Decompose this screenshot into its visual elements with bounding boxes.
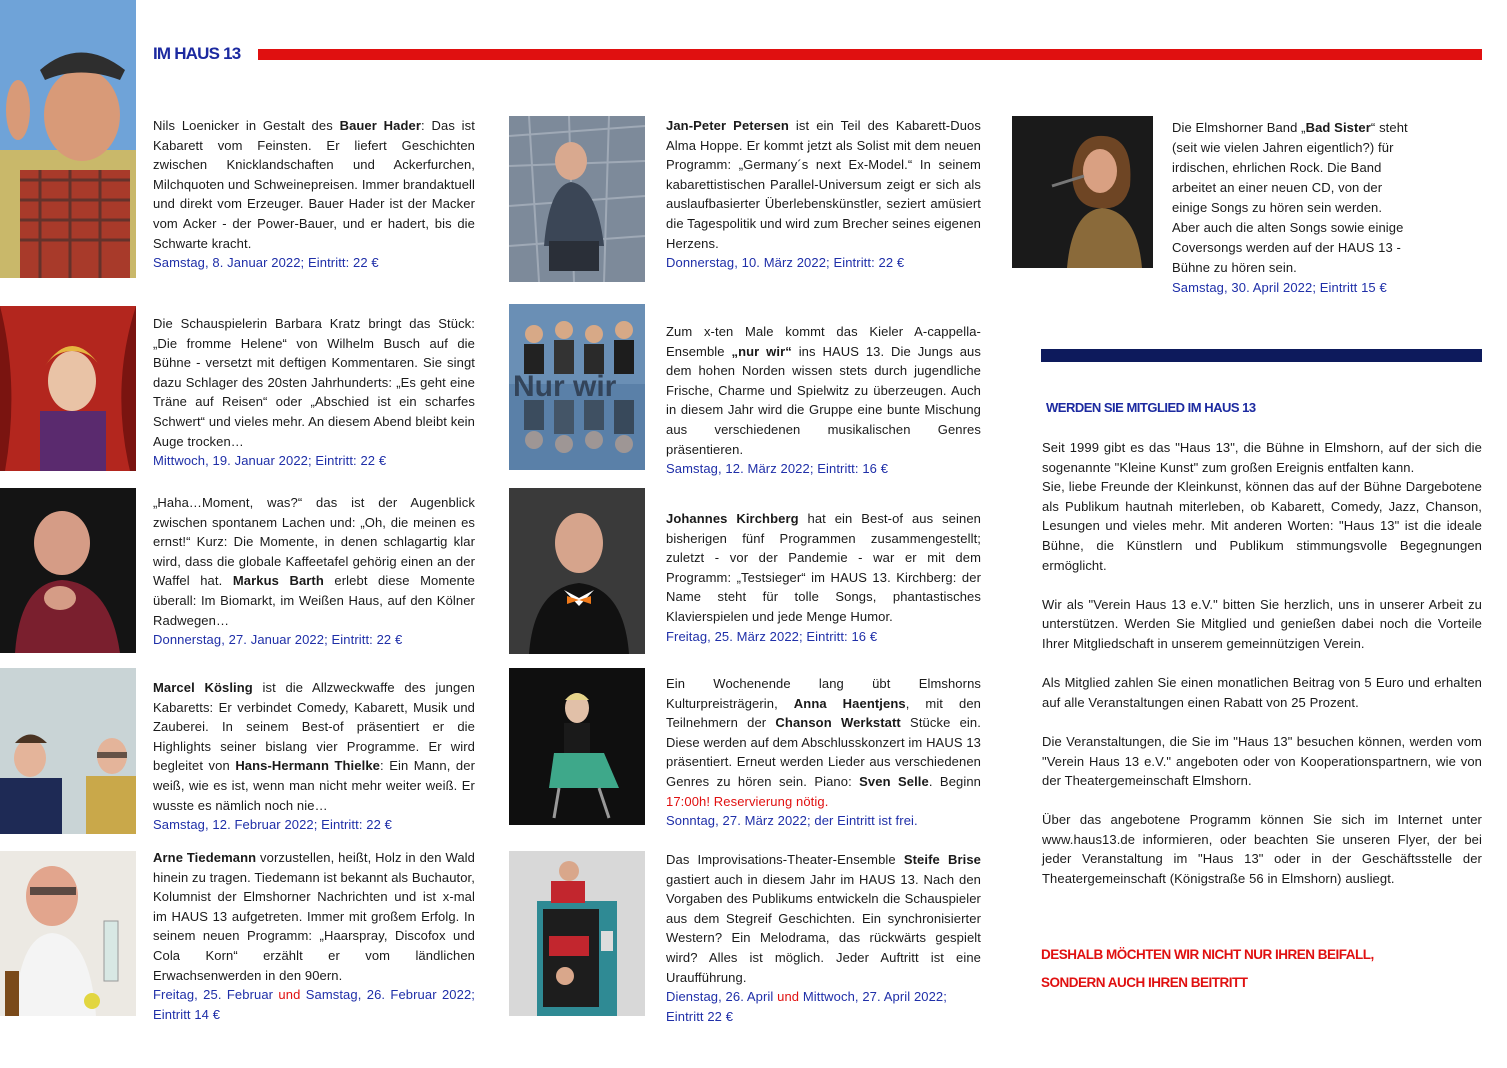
membership-paragraph: Sie, liebe Freunde der Kleinkunst, können das auf der Bühne Dargebotene als Publikum hautnah miterleben, ob Kabarett, Comedy, Jazz, Chanson, Lesungen und vieles mehr. Mit anderen Worten: "Haus 13" ist die ideale Bühne, die Künstlern und Publikum stimmungsvolle Begegnungen ermöglicht.	[1042, 479, 1482, 573]
event-date-part: Samstag, 26. Februar 2022; Eintritt 14 €	[153, 987, 475, 1022]
event-steife-brise	[666, 850, 981, 1026]
membership-paragraph: Seit 1999 gibt es das "Haus 13", die Bühne in Elmshorn, auf der sich die sogenannte "Kleine Kunst" zum großen Ereignis entfalten kann.	[1042, 440, 1482, 475]
event-date-und: und	[278, 987, 301, 1003]
event-date: Sonntag, 27. März 2022; der Eintritt ist frei.	[666, 813, 918, 829]
event-barbara-kratz	[153, 314, 475, 471]
event-text: : Ein Mann, der weiß, wie es ist, wenn man nicht mehr weiter weiß. Er wusste es nämlich noch nie…	[153, 758, 476, 813]
event-text: Zum x-ten Male kommt das Kieler A-cappella-Ensemble	[666, 324, 981, 359]
event-text: erlebt diese Momente überall: Im Biomarkt, im Weißen Haus, auf den Kölner Radwegen…	[153, 573, 476, 628]
membership-paragraph: Über das angebotene Programm können Sie sich im Internet unter www.haus13.de informieren, oder beachten Sie unseren Flyer, der bei jeder Veranstaltung im "Haus 13" oder in der Geschäftsstelle der Theatergemeinschaft (Königstraße 56 in Elmshorn) ausliegt.	[1042, 812, 1482, 887]
event-text: ins HAUS 13. Die Jungs aus dem hohen Norden wissen stets durch jugendliche Frische, Charme und Spielwitz zu überzeugen. Auch in diesem Jahr wird die Gruppe eine bunte Mischung aus verschiedenen musikalischen Genres präsentieren.	[666, 343, 981, 457]
event-text: gastiert auch in diesem Jahr im HAUS 13. Nach den Vorgaben des Publikums entwickeln die Schauspieler aus dem Stegreif Geschichten. Ein synchronisierter Western? Ein Melodrama, das rückwärts gespielt wird? Alles ist möglich. Jeder Auftritt ist eine Uraufführung.	[666, 871, 981, 985]
photo-steife-brise	[509, 851, 645, 1016]
artist-name: Steife Brise	[903, 852, 981, 867]
event-text: Nils Loenicker in Gestalt des	[153, 118, 340, 133]
event-marcel-koesling	[153, 678, 475, 835]
event-text: Das Improvisations-Theater-Ensemble	[666, 852, 904, 867]
artist-name: Chanson Werkstatt	[775, 715, 901, 731]
event-text: Die Elmshorner Band „	[1172, 120, 1306, 135]
event-date-und: und	[777, 989, 800, 1005]
artist-name: Johannes Kirchberg	[666, 511, 799, 526]
event-date	[153, 985, 475, 1024]
event-date: Samstag, 30. April 2022; Eintritt 15 €	[1172, 280, 1387, 295]
event-date: Donnerstag, 27. Januar 2022; Eintritt: 22 €	[153, 632, 403, 648]
event-date	[666, 987, 981, 1026]
event-text: „Haha…Moment, was?“ das ist der Augenblick zwischen spontanem Lachen und: „Oh, die meinen es ernst!“ Kurz: Die Momente, in denen schlagartig klar wird, dass die globale Kaffeetafel gehörig einen an der Waffel hat.	[153, 495, 475, 589]
membership-text	[1042, 438, 1482, 889]
event-date: Donnerstag, 10. März 2022; Eintritt: 22 €	[666, 255, 905, 271]
event-nur-wir	[666, 322, 981, 479]
event-date: Samstag, 12. März 2022; Eintritt: 16 €	[666, 461, 889, 477]
artist-name: Arne Tiedemann	[153, 850, 257, 865]
event-date: Samstag, 12. Februar 2022; Eintritt: 22 €	[153, 817, 392, 833]
artist-name: Jan-Peter Petersen	[666, 118, 789, 133]
membership-title: WERDEN SIE MITGLIED IM HAUS 13	[1046, 400, 1256, 415]
event-date-part: Eintritt 22 €	[666, 1008, 734, 1024]
photo-nur-wir	[509, 304, 645, 470]
artist-name: Anna Haentjens	[793, 695, 906, 711]
event-chanson-werkstatt	[666, 674, 981, 831]
photo-bauer-hader	[0, 0, 136, 278]
photo-bad-sister	[1012, 116, 1153, 268]
artist-name: Sven Selle	[859, 773, 929, 789]
membership-paragraph: Als Mitglied zahlen Sie einen monatlichen Beitrag von 5 Euro und erhalten auf alle Veranstaltungen einen Rabatt von 25 Prozent.	[1042, 675, 1482, 710]
event-text: “ steht (seit wie vielen Jahren eigentlich?) für irdischen, ehrlichen Rock. Die Band arbeitet an einer neuen CD, von der einige Songs zu hören sein werden. Aber auch die alten Songs sowie einige Coversongs werden auf der HAUS 13 - Bühne zu hören sein.	[1172, 120, 1408, 275]
closing-line-2: SONDERN AUCH IHREN BEITRITT	[1041, 975, 1248, 990]
photo-marcel-koesling	[0, 668, 136, 834]
event-text: Ein Wochenende lang übt Elmshorns Kulturpreisträgerin,	[666, 676, 981, 711]
photo-jan-peter-petersen	[509, 116, 645, 282]
nur-wir-logo: Nur wir	[513, 370, 617, 403]
event-text: vorzustellen, heißt, Holz in den Wald hinein zu tragen. Tiedemann ist bekannt als Buchautor, Kolumnist der Elmshorner Nachrichten und ist x-mal im HAUS 13 aufgetreten. Immer mit großem Erfolg. In seinem neuen Programm: „Haarspray, Discofox und Cola Korn“ erzählt er vom ländlichen Erwachsenwerden in den 90ern.	[153, 850, 475, 983]
photo-barbara-kratz	[0, 306, 136, 471]
membership-paragraph: Die Veranstaltungen, die Sie im "Haus 13" besuchen können, werden vom "Verein Haus 13 e.V." angeboten oder von Kooperationspartnern, wie von der Theatergemeinschaft Elmshorn.	[1042, 733, 1482, 789]
artist-name: „nur wir“	[731, 343, 792, 359]
event-arne-tiedemann	[153, 848, 475, 1024]
event-markus-barth	[153, 493, 475, 650]
photo-anna-haentjens	[509, 668, 645, 825]
event-date-part: Dienstag, 26. April	[666, 989, 774, 1005]
event-jan-peter-petersen	[666, 116, 981, 273]
photo-arne-tiedemann	[0, 851, 136, 1016]
artist-name: Bad Sister	[1305, 120, 1371, 135]
event-date: Freitag, 25. März 2022; Eintritt: 16 €	[666, 628, 878, 644]
event-text: Stücke ein. Diese werden auf dem Abschlusskonzert im HAUS 13 präsentiert. Erneut werden Lieder aus verschiedenen Genres zu hören sein. Piano:	[666, 715, 981, 789]
event-johannes-kirchberg	[666, 509, 981, 646]
event-text: , mit den Teilnehmern der	[666, 695, 981, 731]
event-text: hat ein Best-of aus seinen bisherigen fünf Programmen zusammengestellt; zuletzt - vor der Pandemie - war er mit dem Programm: „Testsieger“ im HAUS 13. Kirchberg: der Name steht für tolle Songs, phantastisches Klavierspielen und jede Menge Humor.	[666, 511, 981, 624]
photo-markus-barth	[0, 488, 136, 653]
event-bad-sister	[1172, 118, 1412, 298]
event-text: : Das ist Kabarett vom Feinsten. Er liefert Geschichten zwischen Knicklandschaften und Ackerfurchen, Milchquoten und Schweinepreisen. Immer brandaktuell und direkt vom Erzeuger. Bauer Hader ist der Macker vom Acker - der Power-Bauer, und er hadert, bis die Schwarte kracht.	[153, 118, 475, 251]
event-date-part: Mittwoch, 27. April 2022;	[802, 989, 947, 1005]
artist-name: Bauer Hader	[339, 118, 422, 133]
membership-navy-bar	[1041, 349, 1482, 362]
artist-name: Markus Barth	[232, 573, 324, 589]
artist-name: Marcel Kösling	[153, 680, 253, 695]
artist-name: Hans-Hermann Thielke	[235, 758, 380, 774]
event-date-part: Freitag, 25. Februar	[153, 987, 274, 1003]
event-text: Die Schauspielerin Barbara Kratz bringt das Stück: „Die fromme Helene“ von Wilhelm Busch auf die Bühne - versetzt mit deftigen Kommentaren. Sie singt dazu Schlager des 20sten Jahrhunderts: „Es geht eine Träne auf Reisen“ oder „Abschied ist ein scharfes Schwert“ und vieles mehr. An diesem Abend bleibt kein Auge trocken…	[153, 316, 475, 449]
event-text: ist ein Teil des Kabarett-Duos Alma Hoppe. Er kommt jetzt als Solist mit dem neuen Programm: „Germany´s next Ex-Model.“ In seinem kabarettistischen Parallel-Universum zeigt er sich als auslaufbasierter Überlebenskünstler, seziert amüsiert die Tagespolitik und wird zum Brecher seines eigenen Herzens.	[666, 118, 981, 251]
closing-line-1: DESHALB MÖCHTEN WIR NICHT NUR IHREN BEIFALL,	[1041, 947, 1374, 962]
header-red-bar	[258, 49, 1482, 60]
photo-johannes-kirchberg	[509, 488, 645, 654]
event-bauer-hader	[153, 116, 475, 273]
membership-paragraph: Wir als "Verein Haus 13 e.V." bitten Sie herzlich, uns in unserer Arbeit zu unterstützen. Werden Sie Mitglied und genießen dabei noch die Vorteile Ihrer Mitgliedschaft in unserem gemeinnützigen Verein.	[1042, 596, 1482, 651]
event-notice: 17:00h! Reservierung nötig.	[666, 793, 829, 809]
event-text: . Beginn	[928, 773, 981, 789]
event-date: Mittwoch, 19. Januar 2022; Eintritt: 22 €	[153, 453, 387, 469]
event-date: Samstag, 8. Januar 2022; Eintritt: 22 €	[153, 255, 379, 271]
event-text: ist die Allzweckwaffe des jungen Kabaretts: Er verbindet Comedy, Kabarett, Musik und Zauberei. In seinem Best-of präsentiert er die Highlights seiner bislang vier Programme. Er wird begleitet von	[153, 680, 475, 774]
page-title: IM HAUS 13	[153, 44, 241, 63]
